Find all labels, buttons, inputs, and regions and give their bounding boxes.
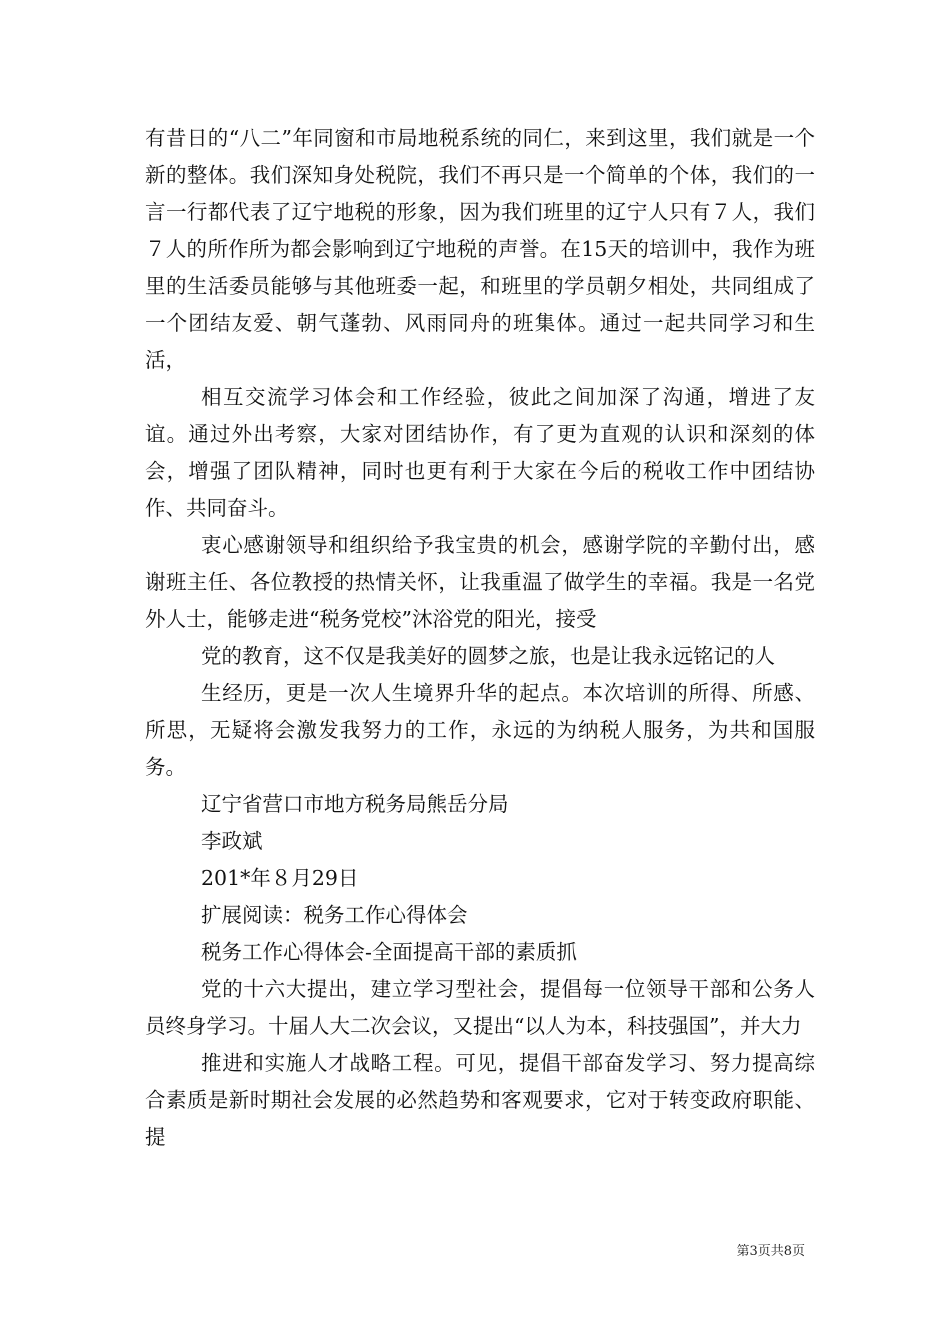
paragraph-1: 有昔日的“八二”年同窗和市局地税系统的同仁，来到这里，我们就是一个新的整体。我们深知身处税院，我们不再只是一个简单的个体，我们的一言一行都代表了辽宁地税的形象，因为我们班里的辽宁人只有７人，我们７人的所作所为都会影响到辽宁地税的声誉。在15天的培训中，我作为班里的生活委员能够与其他班委一起，和班里的学员朝夕相处，共同组成了一个团结友爱、朝气蓬勃、风雨同舟的班集体。通过一起共同学习和生活， [145,126,815,372]
signature-date: 201*年８月29日 [201,866,359,890]
page-number: 第3页共8页 [736,1244,805,1259]
signature-name: 李政斌 [201,829,263,853]
paragraph-2: 相互交流学习体会和工作经验，彼此之间加深了沟通，增进了友谊。通过外出考察，大家对团结协作，有了更为直观的认识和深刻的体会，增强了团队精神，同时也更有利于大家在今后的税收工作中团结协作、共同奋斗。 [145,385,815,520]
paragraph-4: 党的教育，这不仅是我美好的圆梦之旅，也是让我永远铭记的人 [201,644,775,668]
section-title: 税务工作心得体会-全面提高干部的素质抓 [201,940,577,964]
signature-organization: 辽宁省营口市地方税务局熊岳分局 [201,792,509,816]
paragraph-3: 衷心感谢领导和组织给予我宝贵的机会，感谢学院的辛勤付出，感谢班主任、各位教授的热情关怀，让我重温了做学生的幸福。我是一名党外人士，能够走进“税务党校”沐浴党的阳光，接受 [145,533,815,631]
paragraph-7: 推进和实施人才战略工程。可见，提倡干部奋发学习、努力提高综合素质是新时期社会发展的必然趋势和客观要求，它对于转变政府职能、提 [145,1051,815,1149]
paragraph-6: 党的十六大提出，建立学习型社会，提倡每一位领导干部和公务人员终身学习。十届人大二次会议，又提出“以人为本，科技强国”，并大力 [145,977,815,1038]
document-body [145,120,815,1156]
paragraph-5: 生经历，更是一次人生境界升华的起点。本次培训的所得、所感、所思，无疑将会激发我努力的工作，永远的为纳税人服务，为共和国服务。 [145,681,815,779]
extended-reading-heading: 扩展阅读：税务工作心得体会 [201,903,468,927]
